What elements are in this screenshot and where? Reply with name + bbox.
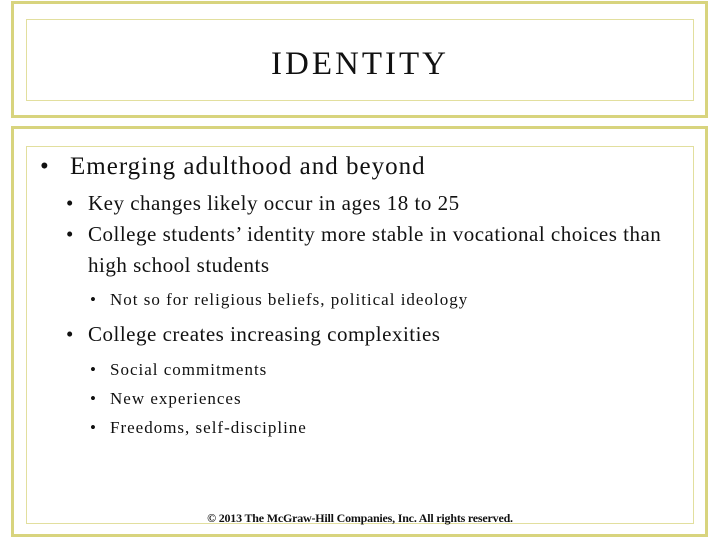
bullet-icon: • <box>66 191 74 215</box>
sub-bullet-item <box>40 319 680 350</box>
bullet-icon: • <box>90 389 97 408</box>
bullet-text: College students’ identity more stable in vocational choices than high school students <box>88 222 662 277</box>
bullet-item <box>40 150 680 184</box>
sub-bullet-item <box>40 219 680 281</box>
bullet-text: Not so for religious beliefs, political ideology <box>110 290 469 309</box>
sub-sub-bullet-item <box>40 413 680 442</box>
sub-sub-bullet-item <box>40 285 680 314</box>
sub-sub-bullet-item <box>40 355 680 384</box>
bullet-icon: • <box>66 322 74 346</box>
slide-title: IDENTITY <box>271 46 449 82</box>
bullet-text: College creates increasing complexities <box>88 322 441 346</box>
sub-sub-bullet-item <box>40 384 680 413</box>
bullet-text: Emerging adulthood and beyond <box>70 153 426 180</box>
bullet-icon: • <box>66 222 74 246</box>
bullet-icon: • <box>40 153 50 180</box>
bullet-icon: • <box>90 360 97 379</box>
bullet-text: New experiences <box>110 389 242 408</box>
copyright-footer: © 2013 The McGraw-Hill Companies, Inc. All rights reserved. <box>207 511 513 525</box>
sub-bullet-item <box>40 188 680 219</box>
bullet-icon: • <box>90 290 97 309</box>
bullet-text: Freedoms, self-discipline <box>110 418 307 437</box>
bullet-text: Key changes likely occur in ages 18 to 25 <box>88 191 460 215</box>
bullet-icon: • <box>90 418 97 437</box>
bullet-list <box>40 150 680 442</box>
bullet-text: Social commitments <box>110 360 268 379</box>
